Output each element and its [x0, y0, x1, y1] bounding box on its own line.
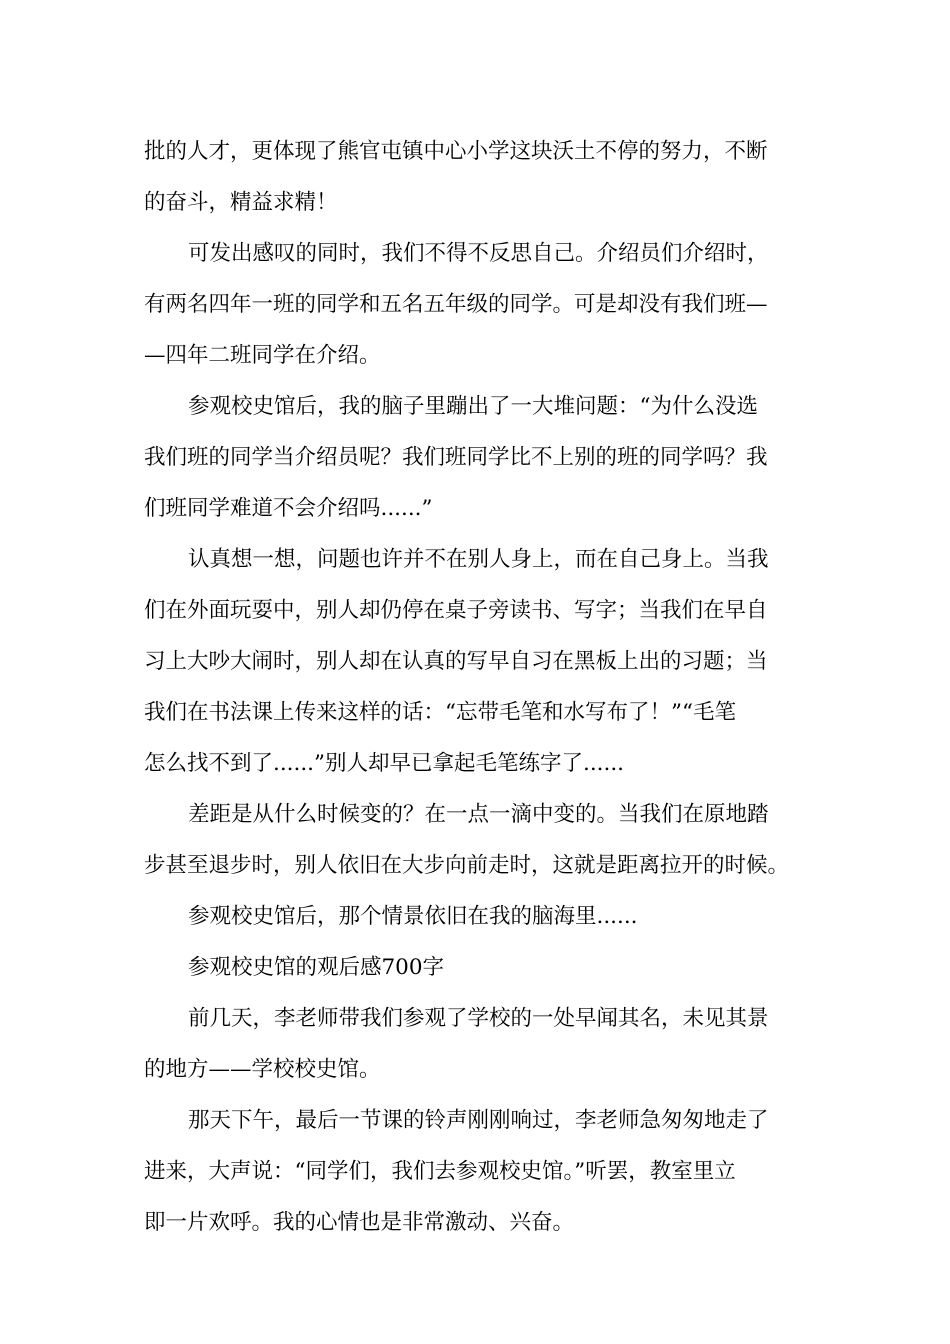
text-line: —四年二班同学在介绍。 — [144, 343, 381, 368]
text-line: 怎么找不到了......”别人却早已拿起毛笔练字了...... — [144, 751, 625, 776]
text-line: 步甚至退步时，别人依旧在大步向前走时，这就是距离拉开的时候。 — [144, 853, 790, 878]
text-line: 的地方——学校校史馆。 — [144, 1057, 381, 1082]
text-line: 进来，大声说：“同学们，我们去参观校史馆。”听罢，教室里立 — [144, 1159, 736, 1184]
text-line: 习上大吵大闹时，别人却在认真的写早自习在黑板上出的习题；当 — [144, 649, 768, 674]
text-line: 有两名四年一班的同学和五名五年级的同学。可是却没有我们班— — [144, 292, 768, 317]
text-line: 的奋斗，精益求精！ — [144, 190, 338, 215]
text-line: 即一片欢呼。我的心情也是非常激动、兴奋。 — [144, 1210, 575, 1235]
paragraph-first-line: 认真想一想，问题也许并不在别人身上，而在自己身上。当我 — [188, 547, 769, 572]
text-line: 们班同学难道不会介绍吗......” — [144, 496, 433, 521]
paragraph-first-line: 可发出感叹的同时，我们不得不反思自己。介绍员们介绍时， — [188, 241, 769, 266]
paragraph-first-line: 参观校史馆后，我的脑子里蹦出了一大堆问题：“为什么没选 — [188, 394, 758, 419]
paragraph-first-line: 参观校史馆后，那个情景依旧在我的脑海里...... — [188, 904, 638, 929]
paragraph-first-line: 前几天，李老师带我们参观了学校的一处早闻其名，未见其景 — [188, 1006, 769, 1031]
paragraph-first-line: 差距是从什么时候变的？在一点一滴中变的。当我们在原地踏 — [188, 802, 769, 827]
text-line: 我们在书法课上传来这样的话：“忘带毛笔和水写布了！”“毛笔 — [144, 700, 736, 725]
text-line: 我们班的同学当介绍员呢？我们班同学比不上别的班的同学吗？我 — [144, 445, 768, 470]
section-heading: 参观校史馆的观后感700字 — [188, 955, 445, 980]
document-body — [144, 126, 808, 1248]
text-line: 们在外面玩耍中，别人却仍停在桌子旁读书、写字；当我们在早自 — [144, 598, 768, 623]
paragraph-first-line: 那天下午，最后一节课的铃声刚刚响过，李老师急匆匆地走了 — [188, 1108, 769, 1133]
text-line: 批的人才，更体现了熊官屯镇中心小学这块沃土不停的努力，不断 — [144, 139, 768, 164]
